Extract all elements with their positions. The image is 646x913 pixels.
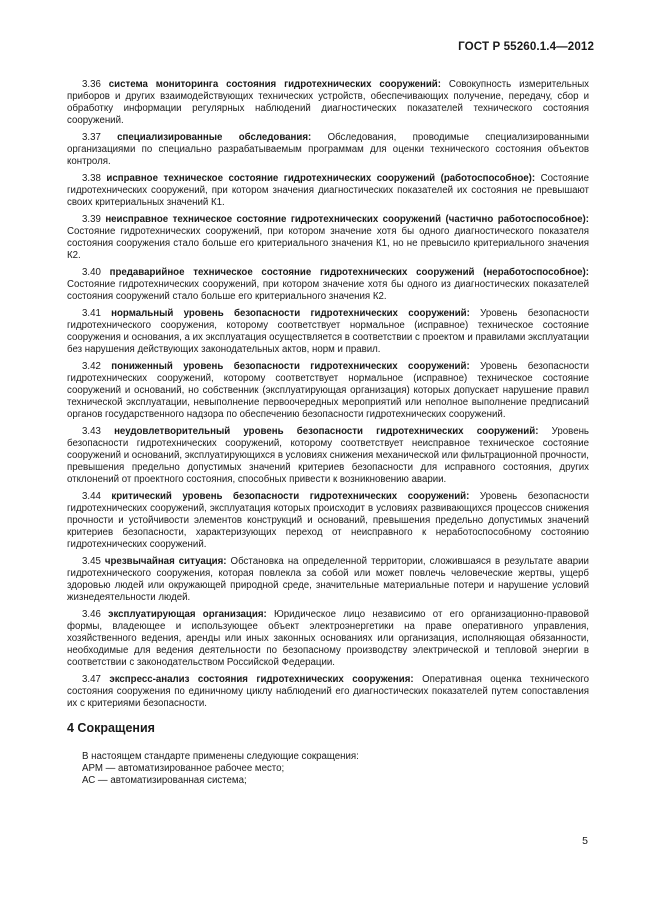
- term-entry: [67, 173, 589, 209]
- abbreviations-list: [67, 763, 589, 787]
- term-number: 3.39: [82, 213, 101, 225]
- term-number: 3.40: [82, 266, 101, 278]
- term-name: предаварийное техническое состояние гидротехнических сооружений (неработоспособное):: [109, 266, 589, 278]
- abbreviation-item: АРМ — автоматизированное рабочее место;: [82, 763, 285, 775]
- term-name: экспресс-анализ состояния гидротехнических сооружения:: [109, 673, 414, 685]
- abbreviations-intro: В настоящем стандарте применены следующие сокращения:: [82, 751, 359, 763]
- term-name: неисправное техническое состояние гидротехнических сооружений (частично работоспособное):: [105, 213, 589, 225]
- term-number: 3.45: [82, 555, 101, 567]
- term-entry: [67, 609, 589, 669]
- term-entry: [67, 556, 589, 604]
- term-definition: Уровень безопасности гидротехнического сооружения, которому соответствует нормальное (исправное) техническое состояние сооружения и основания, а их эксплуатация осуществляется в соответствии с проектом и правилами эксплуатации без нарушения действующих законодательных актов, норм и правил.: [67, 307, 590, 355]
- term-number: 3.41: [82, 307, 101, 319]
- term-number: 3.43: [82, 425, 101, 437]
- term-definition: Совокупность измерительных приборов и других взаимодействующих технических устройств, обеспечивающих получение, передачу, сбор и обработку информации регулярных наблюдений диагностических показателей технического состояния сооружений.: [67, 79, 590, 127]
- term-definition: Уровень безопасности гидротехнических сооружений, которому соответствует нормальное (исправное) техническое состояние сооружений и оснований, но собственник (эксплуатирующая организация) которых допускает нарушение правил технической эксплуатации, невыполнение первоочередных мероприятий или неполное выполнение предписаний органов государственного надзора по обеспечению безопасности гидротехнических сооружений.: [67, 360, 590, 420]
- term-definition: Уровень безопасности гидротехнических сооружений, эксплуатация которых происходит в условиях развивающихся процессов снижения прочности и устойчивости элементов конструкций и оснований, превышения предельно допустимых значений критериев безопасности, характеризующих переход от неисправного к неработоспособному состоянию гидротехнических сооружений.: [67, 490, 589, 551]
- term-number: 3.44: [82, 490, 101, 502]
- abbreviation-item: АС — автоматизированная система;: [82, 775, 247, 787]
- term-name: пониженный уровень безопасности гидротехнических сооружений:: [111, 360, 470, 372]
- term-name: чрезвычайная ситуация:: [104, 555, 227, 567]
- term-definition: Обстановка на определенной территории, сложившаяся в результате аварии гидротехнического сооружения, которая повлекла за собой или может повлечь человеческие жертвы, ущерб здоровью людей или окружающей природной среде, значительные материальные потери и нарушение условий жизнедеятельности людей.: [67, 555, 589, 603]
- term-entry: [67, 214, 589, 262]
- term-entry: [67, 491, 589, 551]
- term-definition: Состояние гидротехнических сооружений, при котором значение хотя бы одного из диагностических показателей состояния сооружений стало больше его критериального значения К2.: [67, 278, 589, 302]
- term-entry: [67, 426, 589, 486]
- term-number: 3.38: [82, 172, 101, 184]
- term-entry: [67, 674, 589, 710]
- term-name: нормальный уровень безопасности гидротехнических сооружений:: [111, 307, 470, 319]
- term-number: 3.47: [82, 673, 101, 685]
- term-name: система мониторинга состояния гидротехнических сооружений:: [108, 79, 441, 90]
- term-number: 3.46: [82, 608, 101, 620]
- term-entry: [67, 79, 589, 127]
- term-definition: Состояние гидротехнических сооружений, при котором значения диагностических показателей их состояния не превышают своих критериальных значений К1.: [67, 172, 589, 209]
- term-definition: Оперативная оценка технического состояния сооружения по единичному циклу наблюдений его диагностических показателей путем сопоставления их с критериями безопасности.: [67, 673, 589, 709]
- document-header: ГОСТ Р 55260.1.4—2012: [458, 40, 594, 53]
- term-entry: [67, 132, 589, 168]
- term-name: эксплуатирующая организация:: [108, 608, 267, 620]
- term-number: 3.37: [82, 131, 101, 143]
- page-number: 5: [582, 835, 588, 847]
- document-body: [67, 79, 589, 787]
- term-entry: [67, 267, 589, 303]
- term-entry: [67, 308, 589, 356]
- term-definition: Обследования, проводимые специализированными организациями по специально разрабатываемым программам для оценки технического состояния объектов контроля.: [67, 131, 589, 168]
- term-name: критический уровень безопасности гидротехнических сооружений:: [111, 490, 470, 502]
- section-title: 4 Сокращения: [67, 721, 155, 736]
- term-number: 3.42: [82, 360, 101, 372]
- term-definition: Уровень безопасности гидротехнических сооружений, которому соответствует неисправное техническое состояние сооружений и оснований, эксплуатирующихся в условиях снижения механической или фильтрационной прочности, превышения предельно допустимых значений критериев безопасности для исправного состояния, других отклонений от проектного состояния, способных привести к возникновению аварии.: [67, 425, 589, 485]
- term-definition: Юридическое лицо независимо от его организационно-правовой формы, владеющее и использующее объект электроэнергетики на праве оперативного управления, хозяйственного ведения, аренды или иных законных основаниях или организация, исполняющая обязанности, необходимые для ведения деятельности по безопасному производству электрической и тепловой энергии в соответствии с законодательством Российской Федерации.: [67, 608, 589, 669]
- term-definition: Состояние гидротехнических сооружений, при котором значение хотя бы одного диагностического показателя состояния сооружения стало больше его критериального значения К1, но не превысило критериального значения К2.: [67, 225, 589, 261]
- term-number: 3.36: [82, 79, 101, 90]
- term-entry: [67, 361, 589, 421]
- term-name: исправное техническое состояние гидротехнических сооружений (работоспособное):: [106, 172, 536, 184]
- terms-list: [67, 79, 589, 710]
- term-name: неудовлетворительный уровень безопасности гидротехнических сооружений:: [114, 425, 539, 437]
- term-name: специализированные обследования:: [117, 131, 312, 143]
